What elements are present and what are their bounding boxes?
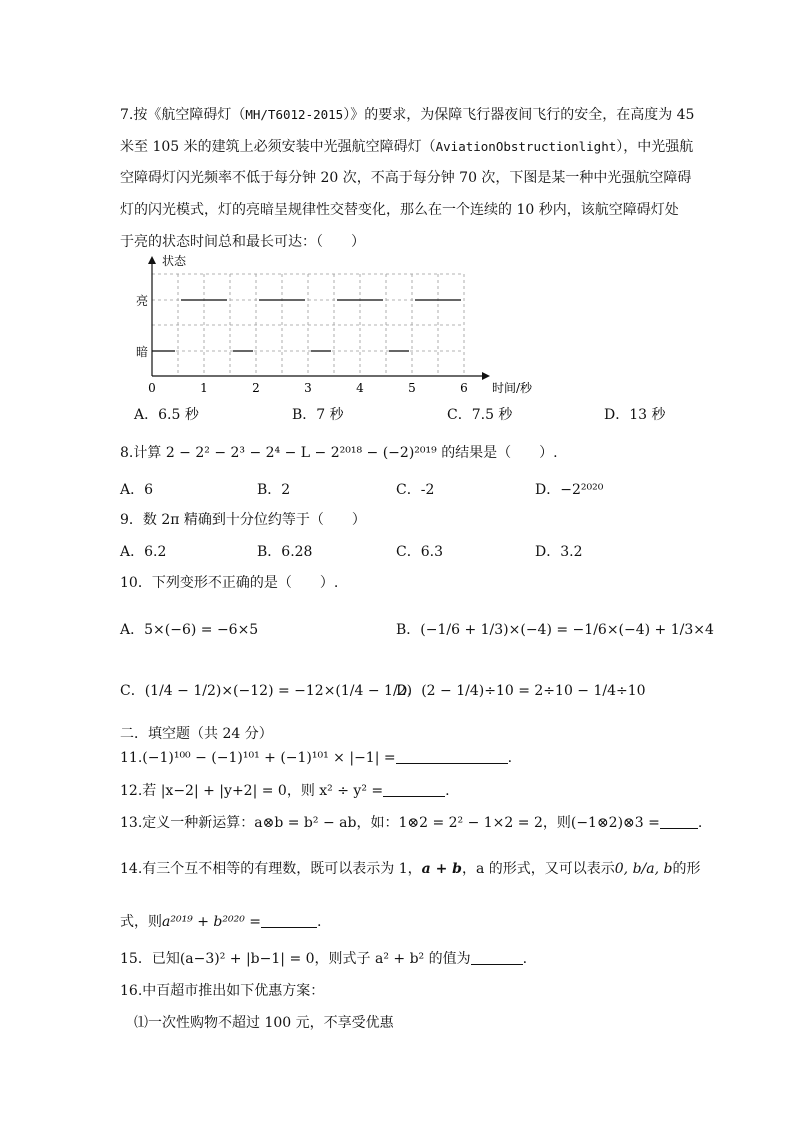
flash-pattern-chart — [130, 252, 550, 400]
q8-option-d: D．−2²⁰²⁰ — [535, 482, 604, 498]
q9-option-a: A．6.2 — [120, 544, 167, 560]
q10-line: 10．下列变形不正确的是（ ）. — [120, 575, 339, 591]
q14-expression: a²⁰¹⁹ + b²⁰²⁰ = — [162, 914, 262, 930]
q14-second-form: 0, b/a, b — [614, 861, 673, 877]
y-axis-arrow — [148, 256, 156, 264]
x-axis-arrow — [482, 372, 490, 380]
q14-line-1 — [120, 858, 700, 878]
q9-option-b: B．6.28 — [257, 544, 313, 560]
q7-line-3: 空障碍灯闪光频率不低于每分钟 20 次，不高于每分钟 70 次，下图是某一种中光强航空障碍 — [120, 170, 692, 186]
q7-standard-code: MH/T6012-2015 — [245, 107, 344, 122]
q12-answer-blank[interactable] — [383, 784, 445, 797]
q14-text: 式，则 — [120, 914, 162, 930]
x-tick-label: 6 — [460, 381, 468, 395]
q12-text: 12.若 |x−2| + |y+2| = 0，则 x² ÷ y² = — [120, 783, 384, 799]
q8-prefix: 8.计算 — [120, 445, 162, 461]
q7-option-b: B．7 秒 — [292, 407, 344, 423]
x-tick-label: 4 — [356, 381, 364, 395]
q14-answer-blank[interactable] — [261, 915, 317, 928]
x-tick-label: 5 — [408, 381, 416, 395]
q10-option-c: C．(1/4 − 1/2)×(−12) = −12×(1/4 − 1/2) — [120, 683, 413, 699]
y-axis-title: 状态 — [162, 254, 187, 268]
q16-line: 16.中百超市推出如下优惠方案： — [120, 983, 325, 999]
x-tick-label: 2 — [252, 381, 260, 395]
q10-option-a: A．5×(−6) = −6×5 — [120, 622, 259, 638]
chart-segments — [152, 300, 461, 351]
q7-english-term: AviationObstructionlight — [435, 139, 617, 154]
q7-option-d: D．13 秒 — [604, 407, 666, 423]
q7-text: 7.按《航空障碍灯（ — [120, 107, 246, 123]
x-tick-label: 3 — [304, 381, 312, 395]
q16-rule-1: ⑴一次性购物不超过 100 元，不享受优惠 — [134, 1015, 394, 1031]
q7-text: ）》的要求，为保障飞行器夜间飞行的安全，在高度为 45 — [343, 107, 695, 123]
q14-text: 的形 — [672, 861, 701, 877]
dark-label: 暗 — [136, 345, 149, 359]
q7-line-1 — [120, 104, 694, 124]
q11-text: 11.(−1)¹⁰⁰ − (−1)¹⁰¹ + (−1)¹⁰¹ × |−1| = — [120, 750, 396, 766]
x-tick-labels — [148, 381, 468, 395]
q7-option-a: A．6.5 秒 — [134, 407, 199, 423]
x-tick-label: 1 — [200, 381, 208, 395]
q8-option-a: A．6 — [120, 482, 154, 498]
q8-option-c: C．-2 — [396, 482, 435, 498]
q14-a-plus-b: a + b — [421, 861, 462, 877]
q15-answer-blank[interactable] — [471, 952, 523, 965]
q8-line — [120, 442, 558, 462]
q14-line-2: 式，则a²⁰¹⁹ + b²⁰²⁰ = . — [120, 914, 322, 930]
q8-option-b: B．2 — [257, 482, 291, 498]
q14-text: ，a 的形式，又可以表示 — [461, 861, 615, 877]
q14-text: 14.有三个互不相等的有理数，既可以表示为 1， — [120, 861, 422, 877]
q13-line: 13.定义一种新运算：a⊗b = b² − ab，如：1⊗2 = 2² − 1×2 = 2，则(−1⊗2)⊗3 = . — [120, 815, 703, 831]
x-tick-label: 0 — [148, 381, 156, 395]
q7-line-4: 灯的闪光模式，灯的亮暗呈规律性交替变化，那么在一个连续的 10 秒内，该航空障碍灯处 — [120, 202, 679, 218]
q12-line: 12.若 |x−2| + |y+2| = 0，则 x² ÷ y² = . — [120, 783, 450, 799]
q13-text: 13.定义一种新运算：a⊗b = b² − ab，如：1⊗2 = 2² − 1×2 = 2，则(−1⊗2)⊗3 = — [120, 815, 660, 831]
q15-text: 15．已知(a−3)² + |b−1| = 0，则式子 a² + b² 的值为 — [120, 951, 471, 967]
q7-line-2 — [120, 136, 693, 156]
q7-option-c: C．7.5 秒 — [447, 407, 513, 423]
q8-suffix: 的结果是（ ）. — [441, 445, 558, 461]
x-axis-title: 时间/秒 — [492, 381, 533, 395]
q11-line: 11.(−1)¹⁰⁰ − (−1)¹⁰¹ + (−1)¹⁰¹ × |−1| = . — [120, 750, 513, 766]
section-2-heading: 二．填空题（共 24 分） — [120, 726, 273, 742]
q8-expression: 2 − 2² − 2³ − 2⁴ − L − 2²⁰¹⁸ − (−2)²⁰¹⁹ — [165, 445, 437, 461]
q15-line: 15．已知(a−3)² + |b−1| = 0，则式子 a² + b² 的值为 . — [120, 951, 528, 967]
q9-option-c: C．6.3 — [396, 544, 443, 560]
q7-text: 米至 105 米的建筑上必须安装中光强航空障碍灯（ — [120, 139, 436, 155]
bright-label: 亮 — [136, 294, 149, 308]
q9-line: 9．数 2π 精确到十分位约等于（ ） — [120, 512, 366, 528]
q7-text: ），中光强航 — [616, 139, 694, 155]
q10-option-b: B．(−1/6 + 1/3)×(−4) = −1/6×(−4) + 1/3×4 — [396, 622, 714, 638]
chart-grid — [152, 274, 464, 376]
q7-line-5: 于亮的状态时间总和最长可达：（ ） — [120, 234, 365, 250]
q9-option-d: D．3.2 — [535, 544, 583, 560]
q11-answer-blank[interactable] — [396, 751, 508, 764]
q13-answer-blank[interactable] — [660, 816, 698, 829]
q10-option-d: D．(2 − 1/4)÷10 = 2÷10 − 1/4÷10 — [396, 683, 646, 699]
